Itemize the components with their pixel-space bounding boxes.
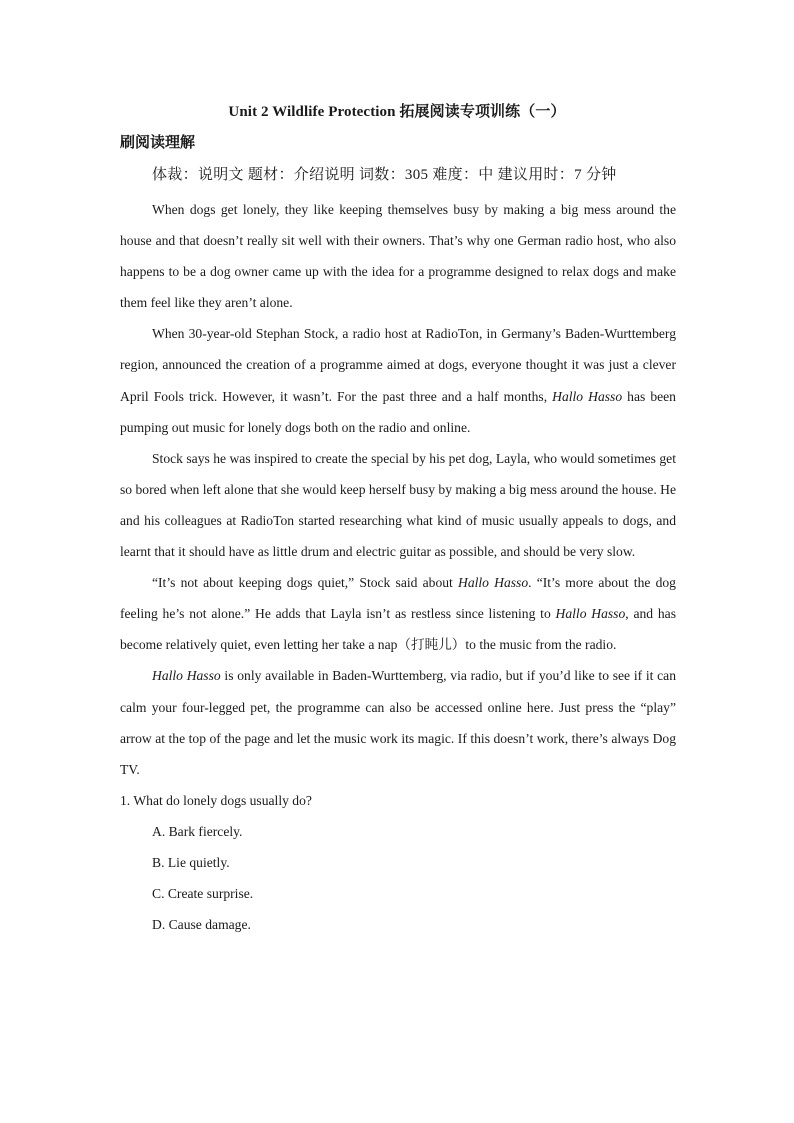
option-b: B. Lie quietly. [152, 854, 230, 870]
question-1-options [120, 816, 676, 940]
option-d: D. Cause damage. [152, 917, 251, 933]
passage-paragraph-2 [120, 318, 676, 442]
passage-paragraph-1: When dogs get lonely, they like keeping themselves busy by making a big mess around the house and that doesn’t really sit well with their owners. That’s why one German radio host, who also happens to be a dog owner came up with the idea for a programme designed to relax dogs and make them feel like they aren’t alone. [120, 202, 676, 311]
option-c: C. Create surprise. [152, 886, 254, 902]
question-1-stem: 1. What do lonely dogs usually do? [120, 792, 312, 808]
passage-paragraph-4 [120, 567, 676, 660]
paragraph-5-text-b: is only available in Baden-Wurttemberg, via radio, but if you’d like to see if it can calm your four-legged pet, the programme can also be accessed online here. Just press the “play” arrow at the top of the page and let the music work its magic. If this doesn’t work, there’s always Dog TV. [120, 668, 677, 777]
programme-name: Hallo Hasso [152, 668, 221, 684]
paragraph-4-text-a: “It’s not about keeping dogs quiet,” Stock said about [152, 575, 458, 591]
passage-paragraph-3: Stock says he was inspired to create the special by his pet dog, Layla, who would sometimes get so bored when left alone that she would keep herself busy by making a big mess around the house. He and his colleagues at RadioTon started researching what kind of music usually appeals to dogs, and learnt that it should have as little drum and electric guitar as possible, and should be very slow. [120, 450, 676, 560]
paragraph-2-text-b: has been pumping out music for lonely dogs both on the radio and online. [120, 388, 676, 435]
paragraph-4-text-c: , and has become relatively quiet, even letting her take a nap（打盹儿）to the music from the radio. [120, 606, 676, 653]
section-heading: 刷阅读理解 [120, 135, 196, 151]
document-title: Unit 2 Wildlife Protection 拓展阅读专项训练（一） [228, 104, 566, 120]
paragraph-4-text-b: . “It’s more about the dog feeling he’s not alone.” He adds that Layla isn’t as restless since listening to [120, 575, 676, 622]
passage-paragraph-5 [120, 660, 676, 784]
programme-name: Hallo Hasso [555, 606, 626, 622]
passage-meta-line: 体裁：说明文 题材：介绍说明 词数：305 难度：中 建议用时：7 分钟 [152, 167, 617, 183]
paragraph-2-text-a: When 30-year-old Stephan Stock, a radio host at RadioTon, in Germany’s Baden-Wurttemberg region, announced the creation of a programme aimed at dogs, everyone thought it was just a clever April Fools trick. However, it wasn’t. For the past three and a half months, [120, 326, 676, 404]
reading-passage [120, 194, 676, 940]
programme-name: Hallo Hasso [458, 575, 529, 591]
programme-name: Hallo Hasso [552, 388, 623, 404]
option-a: A. Bark fiercely. [152, 823, 243, 839]
